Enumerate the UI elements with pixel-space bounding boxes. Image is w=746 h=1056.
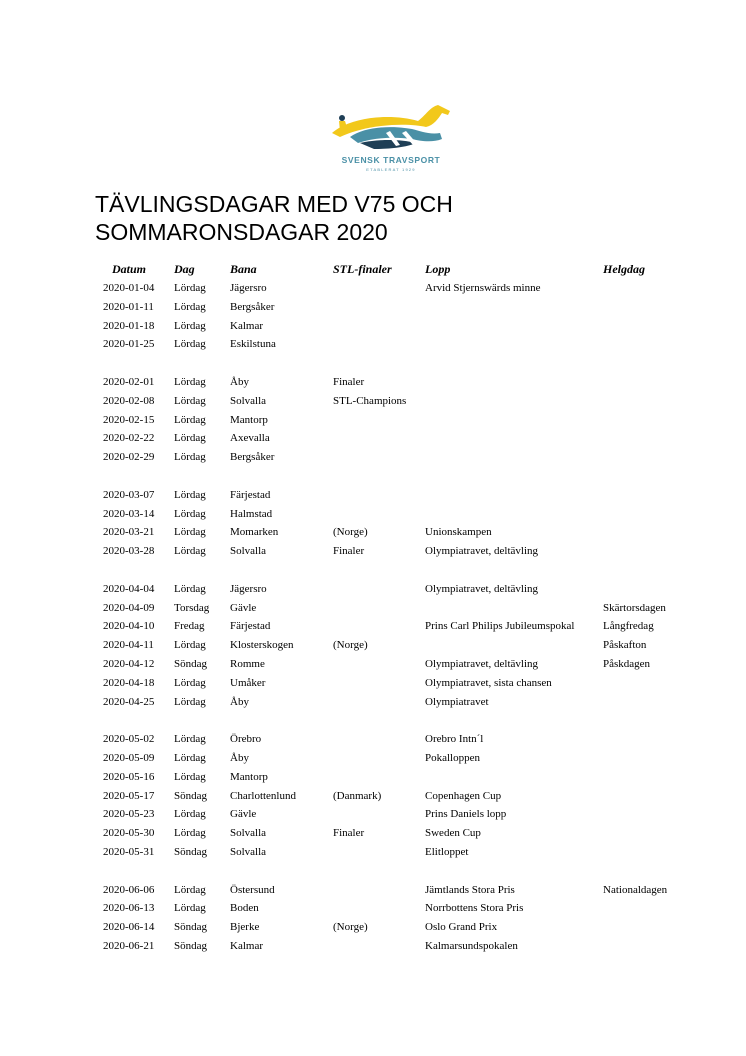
cell-day: Lördag [174, 451, 206, 464]
cell-day: Lördag [174, 319, 206, 332]
table-row [0, 320, 746, 338]
cell-date: 2020-04-11 [103, 639, 154, 652]
cell-race: Olympiatravet [425, 695, 489, 708]
cell-day: Lördag [174, 300, 206, 313]
header-holiday: Helgdag [603, 262, 645, 276]
cell-race: Norrbottens Stora Pris [425, 902, 524, 915]
cell-day: Söndag [174, 789, 207, 802]
cell-track: Jägersro [230, 282, 267, 294]
table-row [0, 414, 746, 432]
cell-date: 2020-04-04 [103, 582, 155, 595]
cell-track: Gävle [230, 808, 257, 821]
cell-day: Lördag [174, 902, 206, 915]
cell-day: Söndag [174, 940, 207, 952]
cell-race: Olympiatravet, deltävling [425, 658, 539, 670]
cell-race: Kalmarsundspokalen [425, 940, 518, 952]
cell-date: 2020-01-18 [103, 319, 155, 332]
cell-date: 2020-05-02 [103, 733, 155, 746]
cell-day: Lördag [174, 394, 206, 407]
cell-race: Copenhagen Cup [425, 789, 502, 802]
cell-stl-finals: Finaler [333, 376, 365, 388]
table-row [0, 282, 746, 300]
table-row [0, 432, 746, 450]
cell-race: Prins Daniels lopp [425, 808, 507, 821]
cell-holiday: Skärtorsdagen [603, 601, 666, 614]
cell-stl-finals: Finaler [333, 827, 365, 840]
title-line-1: TÄVLINGSDAGAR MED V75 OCH [95, 191, 453, 217]
cell-day: Söndag [174, 658, 207, 670]
cell-track: Solvalla [230, 394, 267, 407]
cell-track: Åby [230, 695, 249, 708]
cell-holiday: Nationaldagen [603, 883, 668, 896]
document-title [95, 190, 655, 246]
table-row [0, 771, 746, 789]
cell-date: 2020-03-21 [103, 526, 155, 539]
table-row [0, 790, 746, 808]
cell-race: Orebro Intn´l [425, 733, 484, 746]
cell-race: Olympiatravet, deltävling [425, 545, 539, 558]
table-row [0, 658, 746, 676]
cell-track: Romme [230, 658, 265, 670]
table-row [0, 376, 746, 394]
cell-date: 2020-03-14 [103, 507, 155, 520]
cell-track: Charlottenlund [230, 789, 296, 802]
cell-stl-finals: (Norge) [333, 639, 368, 652]
table-row [0, 583, 746, 601]
cell-track: Färjestad [230, 620, 271, 633]
cell-track: Bjerke [230, 921, 260, 934]
table-row [0, 545, 746, 563]
table-row [0, 338, 746, 356]
table-row [0, 752, 746, 770]
table-row [0, 696, 746, 714]
cell-track: Mantorp [230, 413, 268, 426]
table-row [0, 940, 746, 958]
cell-race: Olympiatravet, deltävling [425, 582, 539, 595]
table-row [0, 827, 746, 845]
cell-day: Lördag [174, 770, 206, 783]
table-row [0, 884, 746, 902]
cell-date: 2020-06-06 [103, 883, 155, 896]
cell-race: Olympiatravet, sista chansen [425, 676, 552, 689]
cell-track: Axevalla [230, 432, 270, 445]
cell-track: Östersund [230, 883, 275, 896]
logo-tagline: ETABLERAT 1929 [366, 167, 416, 172]
cell-track: Eskilstuna [230, 338, 276, 351]
cell-date: 2020-01-11 [103, 300, 154, 313]
cell-date: 2020-04-09 [103, 601, 155, 614]
cell-race: Elitloppet [425, 846, 469, 858]
table-row [0, 733, 746, 751]
cell-stl-finals: STL-Champions [333, 394, 407, 407]
table-row [0, 677, 746, 695]
cell-day: Lördag [174, 752, 206, 764]
cell-track: Åby [230, 752, 249, 764]
cell-day: Torsdag [174, 601, 210, 614]
cell-race: Arvid Stjernswärds minne [425, 282, 541, 294]
table-row [0, 451, 746, 469]
cell-race: Jämtlands Stora Pris [425, 883, 515, 896]
cell-date: 2020-03-28 [103, 545, 155, 558]
table-row [0, 902, 746, 920]
cell-date: 2020-02-15 [103, 413, 155, 426]
trotter-horse-icon [330, 103, 452, 155]
logo-wordmark: SVENSK TRAVSPORT [341, 155, 441, 165]
table-row [0, 526, 746, 544]
cell-date: 2020-04-25 [103, 695, 155, 708]
cell-day: Lördag [174, 338, 206, 351]
cell-holiday: Påskdagen [603, 658, 651, 670]
cell-day: Lördag [174, 733, 206, 746]
cell-date: 2020-01-04 [103, 282, 155, 294]
cell-track: Momarken [230, 526, 279, 539]
cell-race: Prins Carl Philips Jubileumspokal [425, 620, 575, 633]
header-race: Lopp [425, 262, 451, 276]
cell-date: 2020-02-08 [103, 394, 155, 407]
cell-date: 2020-06-21 [103, 940, 155, 952]
cell-day: Lördag [174, 827, 206, 840]
cell-race: Oslo Grand Prix [425, 921, 498, 934]
cell-holiday: Påskafton [603, 639, 647, 652]
cell-track: Åby [230, 376, 249, 388]
cell-date: 2020-05-16 [103, 770, 155, 783]
cell-day: Lördag [174, 582, 206, 595]
svensk-travsport-logo [330, 103, 452, 175]
header-day: Dag [174, 262, 195, 276]
cell-date: 2020-05-17 [103, 789, 155, 802]
cell-track: Bergsåker [230, 300, 275, 313]
cell-track: Jägersro [230, 582, 267, 595]
cell-stl-finals: (Danmark) [333, 789, 382, 802]
table-row [0, 808, 746, 826]
cell-date: 2020-03-07 [103, 488, 155, 501]
table-row [0, 639, 746, 657]
cell-track: Umåker [230, 676, 266, 689]
cell-stl-finals: (Norge) [333, 921, 368, 934]
cell-race: Pokalloppen [425, 752, 480, 764]
cell-holiday: Långfredag [603, 620, 654, 633]
cell-stl-finals: (Norge) [333, 526, 368, 539]
cell-day: Lördag [174, 432, 206, 445]
table-row [0, 602, 746, 620]
cell-track: Kalmar [230, 940, 263, 952]
header-date: Datum [112, 262, 147, 276]
cell-date: 2020-02-01 [103, 376, 155, 388]
cell-race: Unionskampen [425, 526, 492, 539]
cell-date: 2020-05-23 [103, 808, 155, 821]
cell-day: Söndag [174, 921, 207, 934]
cell-track: Solvalla [230, 545, 267, 558]
title-line-2: SOMMARONSDAGAR 2020 [95, 219, 388, 245]
cell-date: 2020-06-14 [103, 921, 155, 934]
cell-day: Lördag [174, 545, 206, 558]
table-row [0, 846, 746, 864]
table-row [0, 489, 746, 507]
cell-day: Lördag [174, 488, 206, 501]
cell-date: 2020-02-22 [103, 432, 155, 445]
cell-day: Lördag [174, 695, 206, 708]
cell-date: 2020-02-29 [103, 451, 155, 464]
cell-track: Klosterskogen [230, 639, 294, 652]
cell-date: 2020-05-31 [103, 846, 155, 858]
cell-day: Lördag [174, 376, 206, 388]
table-row [0, 301, 746, 319]
cell-stl-finals: Finaler [333, 545, 365, 558]
cell-track: Mantorp [230, 770, 268, 783]
cell-track: Boden [230, 902, 259, 915]
cell-day: Lördag [174, 639, 206, 652]
cell-date: 2020-04-12 [103, 658, 155, 670]
cell-day: Lördag [174, 282, 206, 294]
cell-date: 2020-05-09 [103, 752, 155, 764]
cell-track: Solvalla [230, 827, 267, 840]
cell-race: Sweden Cup [425, 827, 481, 840]
cell-track: Kalmar [230, 319, 263, 332]
cell-track: Örebro [230, 733, 262, 746]
cell-day: Söndag [174, 846, 207, 858]
cell-date: 2020-05-30 [103, 827, 155, 840]
cell-day: Lördag [174, 676, 206, 689]
cell-track: Halmstad [230, 507, 273, 520]
cell-day: Fredag [174, 620, 205, 633]
cell-day: Lördag [174, 507, 206, 520]
cell-date: 2020-06-13 [103, 902, 155, 915]
table-row [0, 921, 746, 939]
cell-track: Gävle [230, 601, 257, 614]
cell-date: 2020-04-18 [103, 676, 155, 689]
cell-track: Bergsåker [230, 451, 275, 464]
cell-day: Lördag [174, 883, 206, 896]
cell-day: Lördag [174, 413, 206, 426]
cell-track: Färjestad [230, 488, 271, 501]
cell-day: Lördag [174, 808, 206, 821]
cell-date: 2020-01-25 [103, 338, 155, 351]
table-row [0, 620, 746, 638]
cell-track: Solvalla [230, 846, 267, 858]
table-row [0, 508, 746, 526]
cell-date: 2020-04-10 [103, 620, 155, 633]
table-row [0, 395, 746, 413]
header-stl-finals: STL-finaler [333, 262, 392, 276]
cell-day: Lördag [174, 526, 206, 539]
header-track: Bana [230, 262, 257, 276]
